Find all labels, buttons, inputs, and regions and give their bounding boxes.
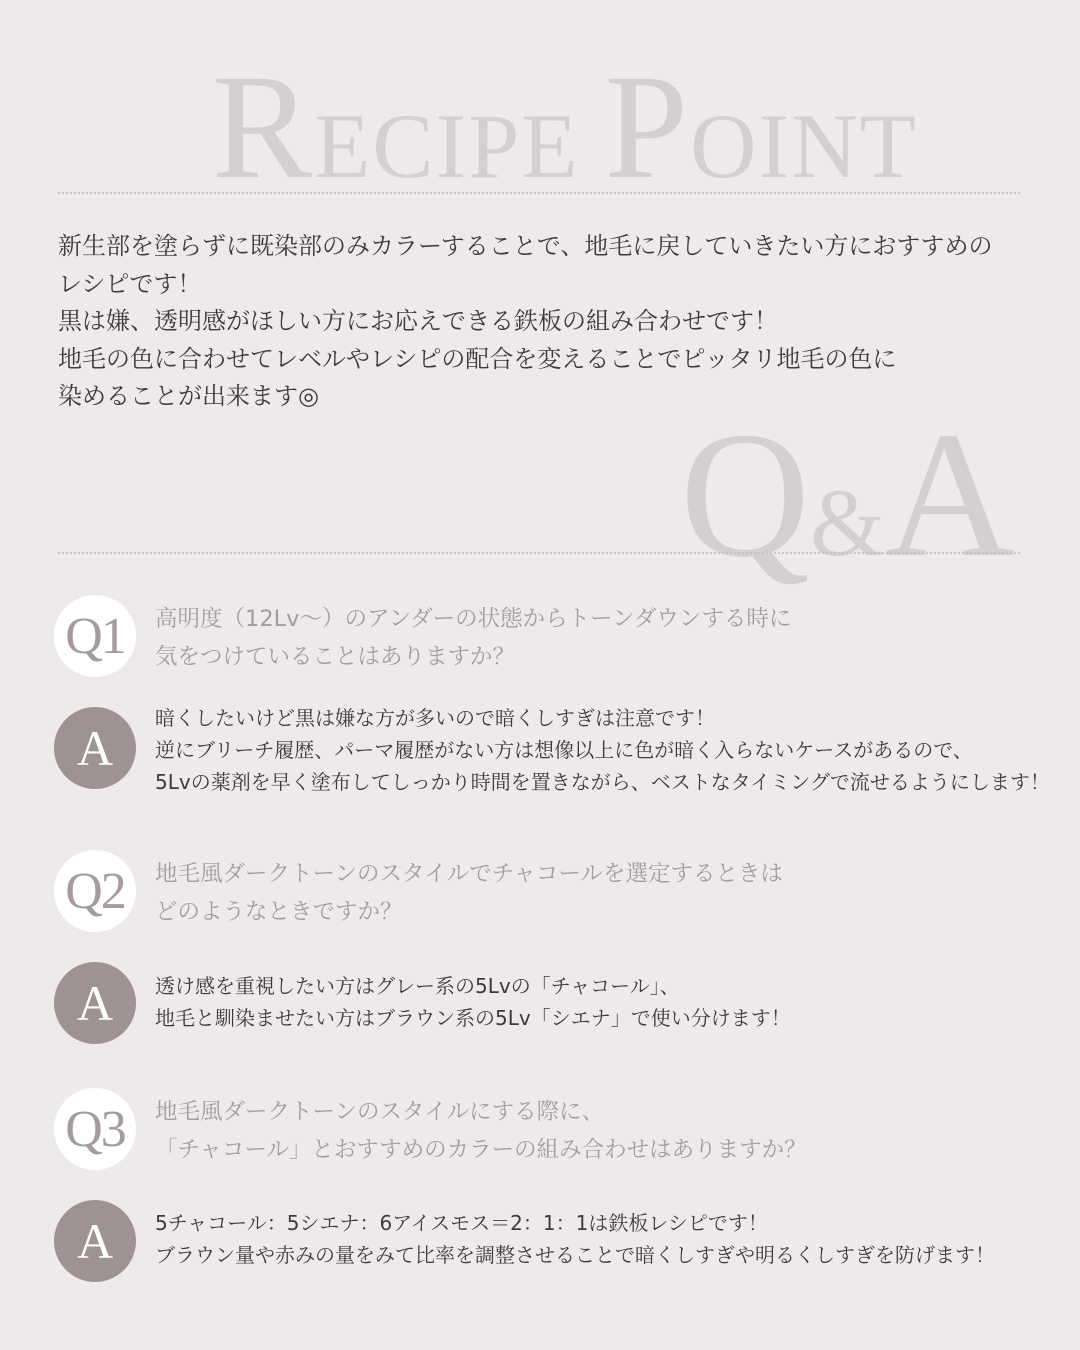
question-line: 「チャコール」とおすすめのカラーの組み合わせはありますか？ — [155, 1137, 807, 1163]
q3-badge: Q3 — [54, 1088, 136, 1170]
q1-question — [155, 600, 1055, 676]
recipe-divider — [58, 192, 1020, 194]
a1-answer — [155, 702, 1055, 798]
answer-line: 5Lvの薬剤を早く塗布してしっかり時間を置きながら、ベストなタイミングで流せるようにします！ — [155, 770, 1050, 794]
recipe-heading-rest-1: ECIPE — [314, 95, 580, 197]
answer-line: 透け感を重視したい方はグレー系の5Lvの「チャコール」、 — [155, 974, 680, 998]
intro-line: 地毛の色に合わせてレベルやレシピの配合を変えることでピッタリ地毛の色に — [58, 344, 897, 373]
q3-question — [155, 1093, 1055, 1169]
recipe-point-heading — [212, 44, 918, 210]
answer-line: 暗くしたいけど黒は嫌な方が多いので暗くしすぎは注意です！ — [155, 706, 715, 730]
a1-badge: A — [54, 707, 136, 789]
a3-answer — [155, 1207, 1055, 1271]
a2-badge: A — [54, 962, 136, 1044]
qa-heading — [680, 395, 1015, 594]
question-line: 地毛風ダークトーンのスタイルでチャコールを選定するときは — [155, 861, 783, 887]
intro-line: 新生部を塗らずに既染部のみカラーすることで、地毛に戻していきたい方におすすめの — [58, 232, 993, 260]
question-line: 高明度（12Lv〜）のアンダーの状態からトーンダウンする時に — [155, 606, 792, 632]
question-line: どのようなときですか？ — [155, 899, 403, 925]
answer-line: ブラウン量や赤みの量をみて比率を調整させることで暗くしすぎや明るくしすぎを防げます！ — [155, 1243, 995, 1267]
recipe-heading-cap-r: R — [212, 44, 315, 210]
intro-line: レシピです！ — [58, 269, 202, 298]
qa-heading-q: Q — [680, 395, 810, 594]
answer-line: 5チャコール：5シエナ：6アイスモス＝2：1：1は鉄板レシピです！ — [155, 1211, 768, 1235]
qa-heading-amp: & — [810, 469, 885, 576]
q2-question — [155, 855, 1055, 931]
intro-line: 染めることが出来ます◎ — [58, 382, 319, 410]
a2-answer — [155, 970, 1055, 1034]
intro-line: 黒は嫌、透明感がほしい方にお応えできる鉄板の組み合わせです！ — [58, 307, 778, 335]
qa-heading-a: A — [884, 395, 1015, 594]
question-line: 気をつけていることはありますか？ — [155, 644, 516, 670]
intro-text — [58, 228, 1038, 416]
question-line: 地毛風ダークトーンのスタイルにする際に、 — [155, 1099, 605, 1125]
answer-line: 逆にブリーチ履歴、パーマ履歴がない方は想像以上に色が暗く入らないケースがあるので、 — [155, 738, 973, 762]
q1-badge: Q1 — [54, 595, 136, 677]
q2-badge: Q2 — [54, 850, 136, 932]
answer-line: 地毛と馴染ませたい方はブラウン系の5Lv「シエナ」で使い分けます！ — [155, 1006, 791, 1030]
a3-badge: A — [54, 1200, 136, 1282]
recipe-heading-cap-p: P — [604, 44, 691, 210]
qa-divider — [58, 552, 1020, 554]
recipe-heading-rest-2: OINT — [690, 95, 918, 197]
